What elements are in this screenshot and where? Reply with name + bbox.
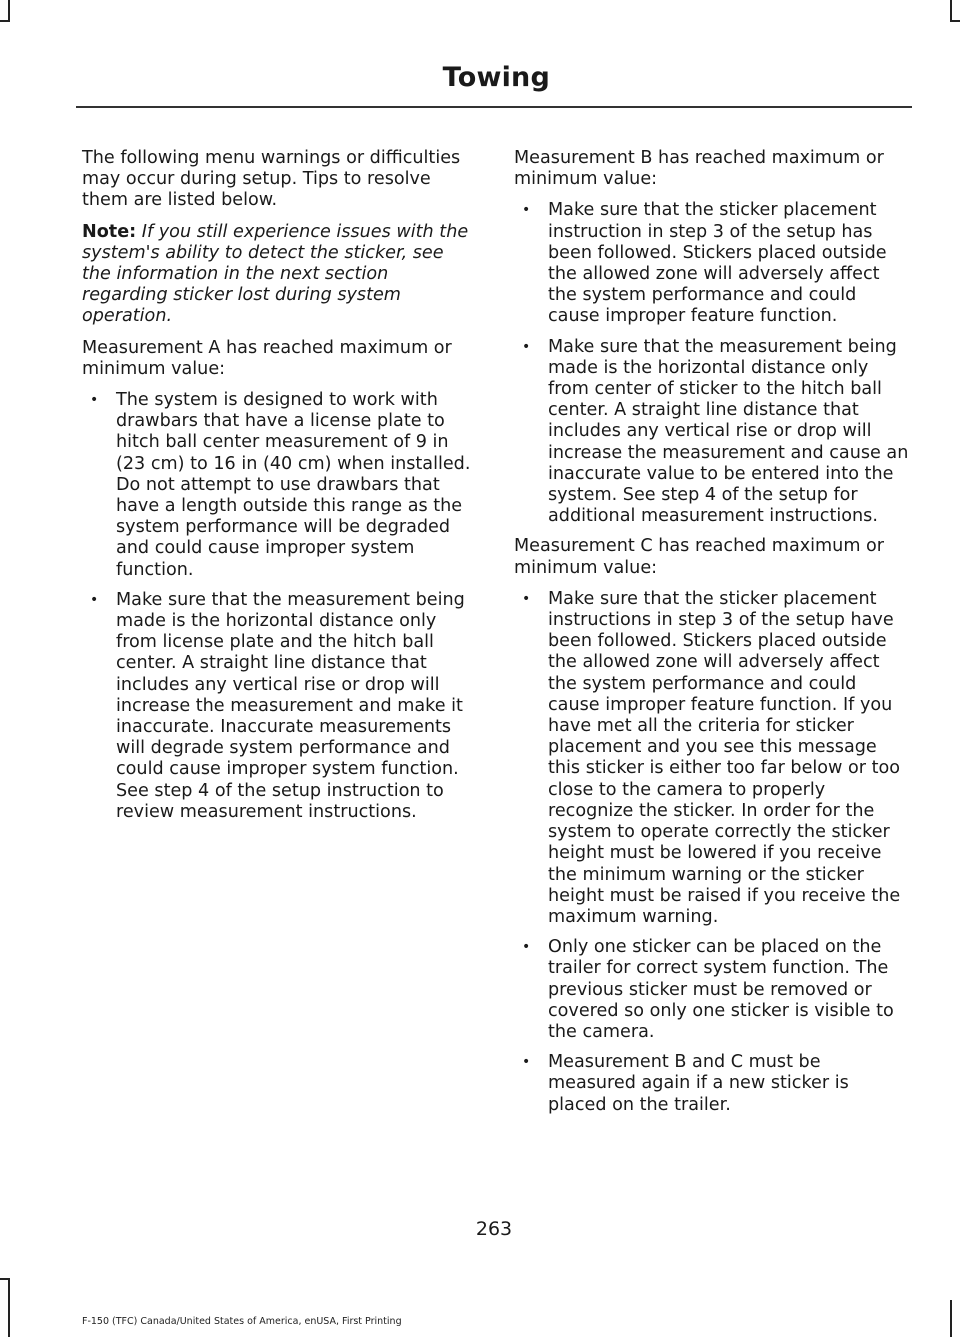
crop-mark-bottom-left-h [0,1278,10,1280]
right-column [514,148,910,1125]
note-text: If you still experience issues with the system's ability to detect the sticker, see the information in the next section regarding sticker lost during system operation. [82,221,469,327]
measurement-a-heading: Measurement A has reached maximum or minimum value: [82,337,452,379]
intro-paragraph: The following menu warnings or difficulties may occur during setup. Tips to resolve them are listed below. [82,148,461,211]
footer-text: F-150 (TFC) Canada/United States of America, enUSA, First Printing [82,1316,402,1327]
measurement-a-list [82,390,478,823]
list-item: • Measurement B and C must be measured again if a new sticker is placed on the trailer. [514,1052,910,1116]
header-divider [76,106,912,108]
list-item: • Make sure that the measurement being made is the horizontal distance only from license plate and the hitch ball center. A straight line distance that includes any vertical rise or drop will increase the measurement and make it inaccurate. Inaccurate measurements will degrade system performance and could cause improper system function. See step 4 of the setup instruction to review measurement instructions. [82,590,478,823]
list-item: • The system is designed to work with drawbars that have a license plate to hitch ball center measurement of 9 in (23 cm) to 16 in (40 cm) when installed. Do not attempt to use drawbars that have a length outside this range as the system performance will be degraded and could cause improper system function. [82,390,478,581]
crop-mark-top-left [8,0,10,22]
page-number: 263 [475,1218,513,1240]
measurement-c-list [514,589,910,1116]
left-column [82,148,478,832]
measurement-b-list [514,200,910,527]
list-item: • Make sure that the sticker placement instructions in step 3 of the setup have been followed. Stickers placed outside the allowed zone will adversely affect the system performance and could cause improper feature function. If you have met all the criteria for sticker placement and you see this message this sticker is either too far below or too close to the camera to properly recognize the sticker. In order for the system to operate correctly the sticker height must be lowered if you receive the minimum warning or the sticker height must be raised if you receive the maximum warning. [514,589,910,928]
crop-mark-top-left-h [0,20,10,22]
list-item: • Only one sticker can be placed on the trailer for correct system function. The previous sticker must be removed or covered so only one sticker is visible to the camera. [514,937,910,1043]
list-item: • Make sure that the measurement being made is the horizontal distance only from center of sticker to the hitch ball center. A straight line distance that includes any vertical rise or drop will increase the measurement and cause an inaccurate value to be entered into the system. See step 4 of the setup for additional measurement instructions. [514,337,910,528]
crop-mark-top-right [950,0,952,22]
measurement-c-heading: Measurement C has reached maximum or minimum value: [514,536,885,578]
page-title: Towing [442,62,550,93]
note-label: Note: [82,221,137,242]
crop-mark-bottom-right [950,1300,952,1337]
measurement-b-heading: Measurement B has reached maximum or minimum value: [514,148,884,190]
crop-mark-top-right-h [950,20,960,22]
crop-mark-bottom-left [8,1278,10,1337]
list-item: • Make sure that the sticker placement instruction in step 3 of the setup has been followed. Stickers placed outside the allowed zone will adversely affect the system performance and could cause improper feature function. [514,200,910,327]
note-paragraph [82,222,478,328]
